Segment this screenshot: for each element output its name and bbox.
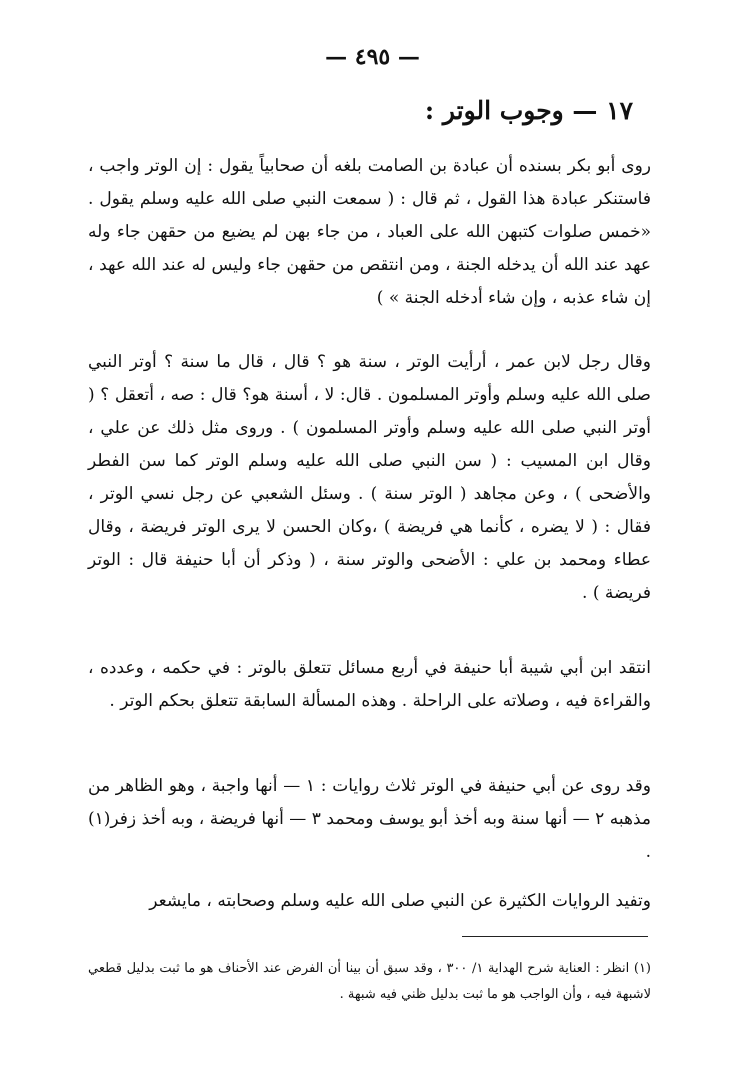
section-heading: ١٧ — وجوب الوتر : <box>424 96 633 125</box>
paragraph-abu-bakr-narration <box>88 150 651 315</box>
paragraph-text: وتفيد الروايات الكثيرة عن النبي صلى الله عليه وسلم وصحابته ، مايشعر <box>149 891 651 911</box>
paragraph-three-narrations <box>88 770 651 869</box>
paragraph-continuation <box>88 885 651 918</box>
page-number: — ٤٩٥ — <box>325 44 420 70</box>
paragraph-text: وقال رجل لابن عمر ، أرأيت الوتر ، سنة هو ؟ قال ، قال ما سنة ؟ أوتر النبي صلى الله عليه وسلم وأوتر المسلمون . قال: لا ، أسنة هو؟ قال : صه ، أتعقل ؟ ( أوتر النبي صلى الله عليه وسلم وأوتر المسلمون ) . وروى مثل ذلك عن علي ، وقال ابن المسيب : ( سن النبي صلى الله عليه وسلم الوتر كما سن الفطر والأضحى ) ، وعن مجاهد ( الوتر سنة ) . وسئل الشعبي عن رجل نسي الوتر ، فقال : ( لا يضره ، كأنما هي فريضة ) ،وكان الحسن لا يرى الوتر فريضة ، وقال عطاء ومحمد بن علي : الأضحى والوتر سنة ، ( وذكر أن أبا حنيفة قال : الوتر فريضة ) . <box>88 352 651 603</box>
footnote-divider <box>462 936 648 937</box>
footnote-text: (١) انظر : العناية شرح الهداية ١/ ٣٠٠ ، وقد سبق أن بينا أن الفرض عند الأحناف هو ما ثبت بدليل قطعي لاشبهة فيه ، وأن الواجب هو ما ثبت بدليل ظني فيه شبهة . <box>88 961 651 1002</box>
paragraph-text: وقد روى عن أبي حنيفة في الوتر ثلاث روايات : ١ — أنها واجبة ، وهو الظاهر من مذهبه ٢ — أنها سنة وبه أخذ أبو يوسف ومحمد ٣ — أنها فريضة ، وبه أخذ زفر(١) . <box>88 776 651 862</box>
paragraph-ibn-abi-shaybah-critique <box>88 652 651 718</box>
paragraph-ibn-umar-narration <box>88 346 651 610</box>
paragraph-text: انتقد ابن أبي شيبة أبا حنيفة في أربع مسائل تتعلق بالوتر : في حكمه ، وعدده ، والقراءة فيه ، وصلاته على الراحلة . وهذه المسألة السابقة تتعلق بحكم الوتر . <box>88 658 651 711</box>
footnote-section <box>88 956 651 1008</box>
paragraph-text: روى أبو بكر بسنده أن عبادة بن الصامت بلغه أن صحابياً يقول : إن الوتر واجب ، فاستنكر عبادة هذا القول ، ثم قال : ( سمعت النبي صلى الله عليه وسلم يقول . «خمس صلوات كتبهن الله على العباد ، من جاء بهن لم يضيع من حقهن جاء وله عهد عند الله أن يدخله الجنة ، ومن انتقص من حقهن جاء وليس له عند الله عهد ، إن شاء عذبه ، وإن شاء أدخله الجنة » ) <box>88 156 651 308</box>
